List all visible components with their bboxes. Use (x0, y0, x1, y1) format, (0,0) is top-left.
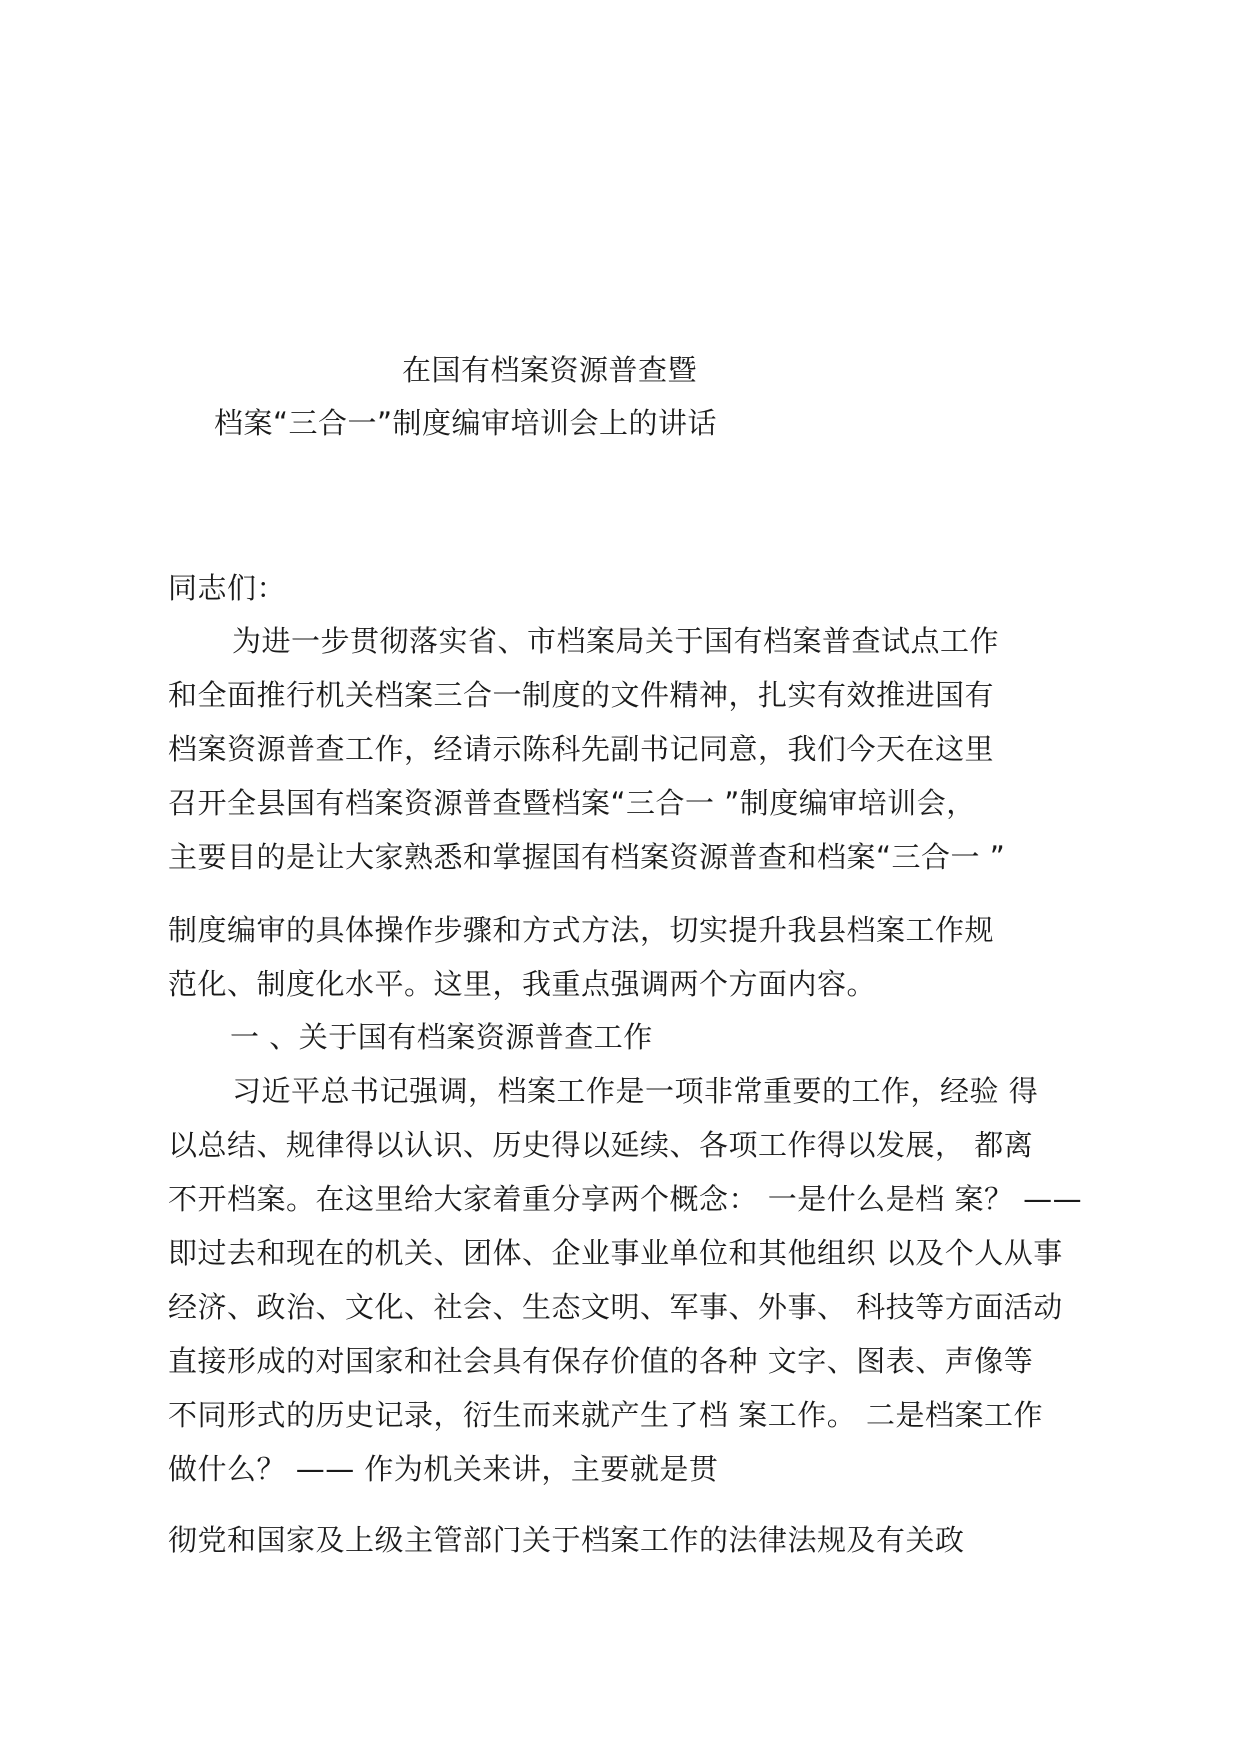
body-line-16: 彻党和国家及上级主管部门关于档案工作的法律法规及有关政 (168, 1523, 965, 1557)
body-line-10: 不开档案。在这里给大家着重分享两个概念： 一是什么是档 案？ —— (168, 1182, 1083, 1216)
body-line-14: 不同形式的历史记录，衍生而来就产生了档 案工作。 二是档案工作 (168, 1398, 1043, 1432)
body-line-12: 经济、政治、文化、社会、生态文明、军事、外事、 科技等方面活动 (168, 1290, 1063, 1324)
title-line-1: 在国有档案资源普查暨 (402, 353, 698, 387)
salutation: 同志们： (168, 571, 287, 605)
body-line-8: 习近平总书记强调，档案工作是一项非常重要的工作，经验 得 (232, 1074, 1039, 1108)
body-line-2: 和全面推行机关档案三合一制度的文件精神，扎实有效推进国有 (168, 678, 995, 712)
body-line-5: 主要目的是让大家熟悉和掌握国有档案资源普查和档案“三合一 ” (168, 840, 1006, 874)
body-line-1: 为进一步贯彻落实省、市档案局关于国有档案普查试点工作 (232, 624, 1000, 658)
body-line-13: 直接形成的对国家和社会具有保存价值的各种 文字、图表、声像等 (168, 1344, 1034, 1378)
title-line-2: 档案“三合一”制度编审培训会上的讲话 (214, 406, 718, 440)
body-line-9: 以总结、规律得以认识、历史得以延续、各项工作得以发展， 都离 (168, 1128, 1034, 1162)
body-line-15: 做什么？ —— 作为机关来讲，主要就是贯 (168, 1452, 719, 1486)
section-heading-1: 一 、关于国有档案资源普查工作 (230, 1020, 653, 1054)
body-line-6: 制度编审的具体操作步骤和方式方法，切实提升我县档案工作规 (168, 913, 995, 947)
body-line-3: 档案资源普查工作，经请示陈科先副书记同意，我们今天在这里 (168, 732, 995, 766)
body-line-4: 召开全县国有档案资源普查暨档案“三合一 ”制度编审培训会， (168, 786, 976, 820)
body-line-11: 即过去和现在的机关、团体、企业事业单位和其他组织 以及个人从事 (168, 1236, 1063, 1270)
body-line-7: 范化、制度化水平。这里，我重点强调两个方面内容。 (168, 967, 877, 1001)
